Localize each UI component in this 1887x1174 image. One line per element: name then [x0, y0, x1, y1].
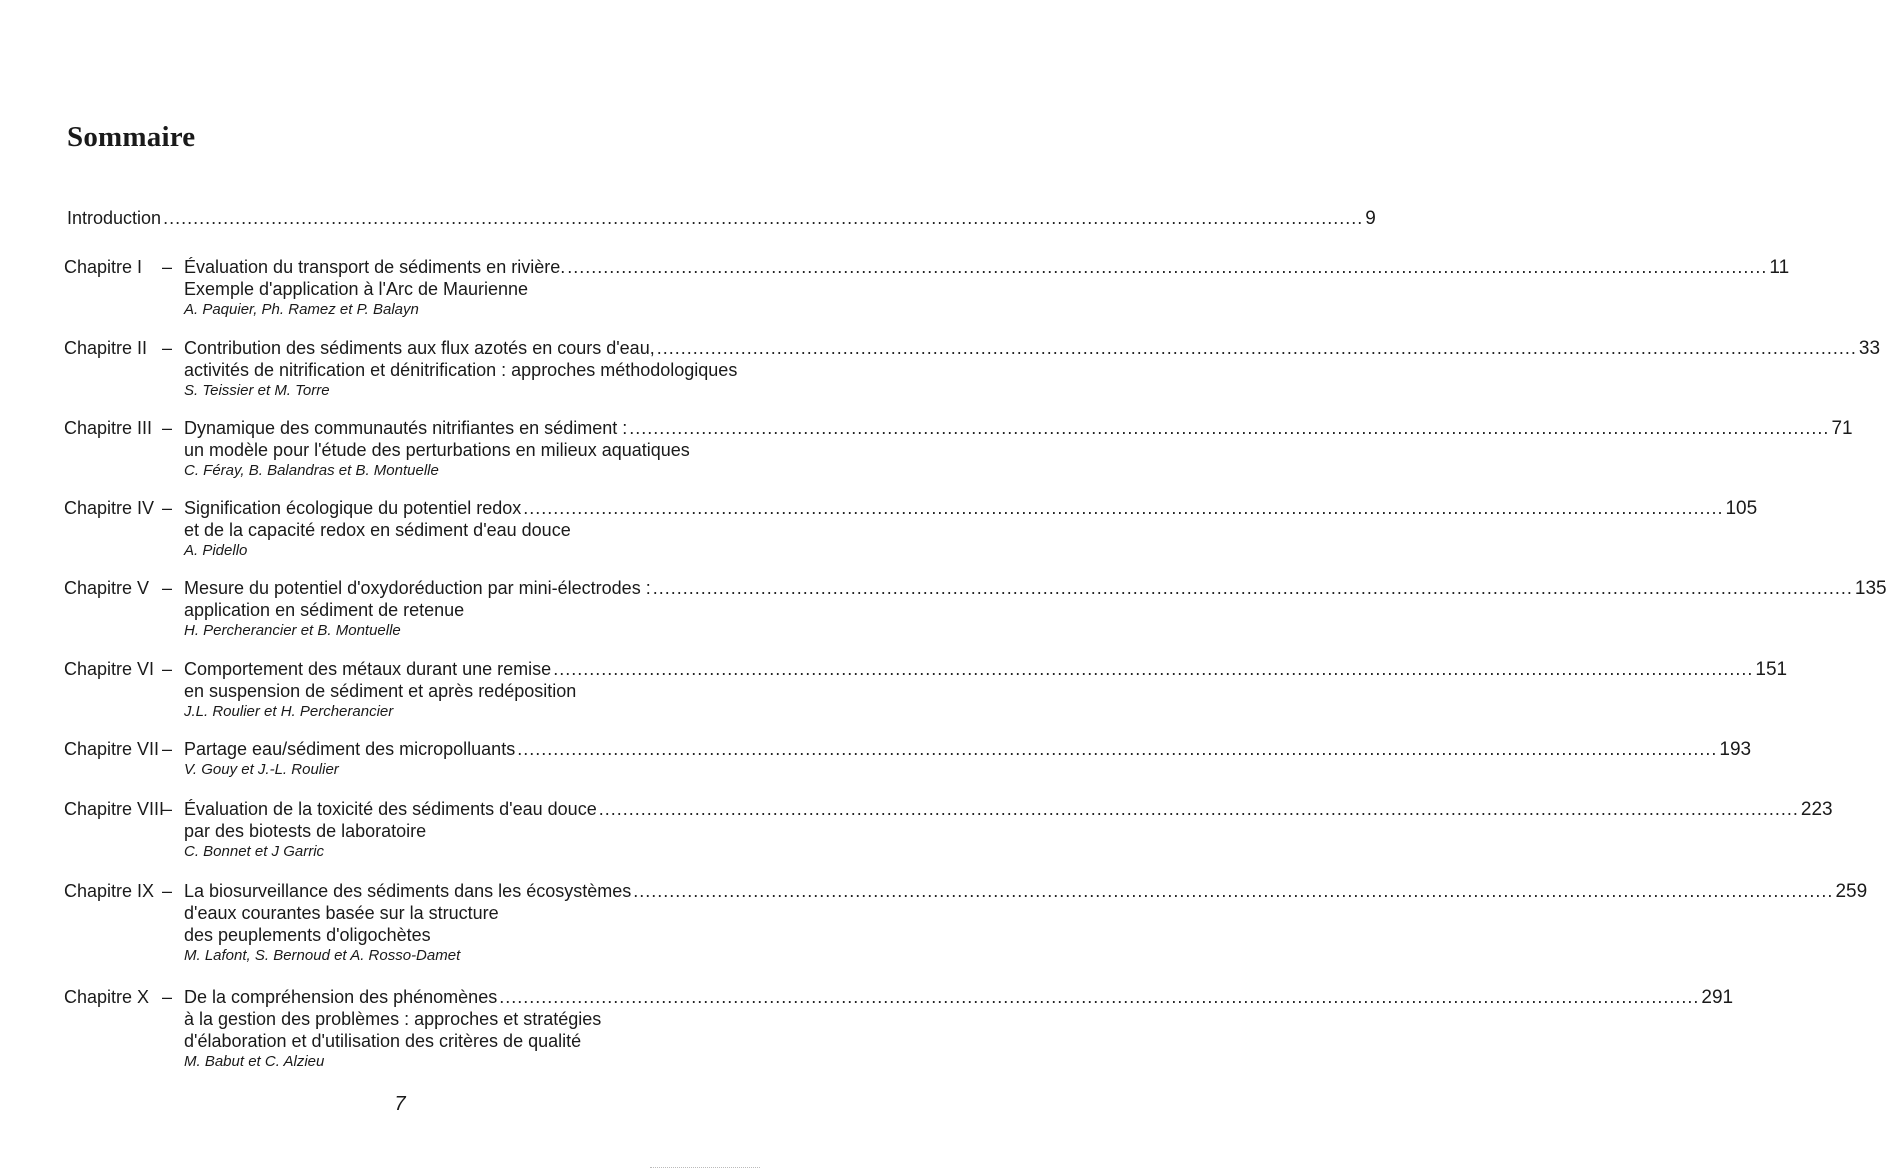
chapter-dash: –	[162, 799, 173, 819]
entry-title: Signification écologique du potentiel redox	[184, 498, 522, 518]
chapter-dash: –	[162, 987, 173, 1007]
chapter-authors: M. Babut et C. Alzieu	[184, 1053, 325, 1070]
leader-dots: ........................................................................................................................................................................................................	[517, 739, 1718, 759]
chapter-authors: J.L. Roulier et H. Percherancier	[184, 703, 394, 720]
chapter-title-continuation: et de la capacité redox en sédiment d'eau douce	[184, 520, 571, 540]
page-number: 193	[1719, 739, 1752, 760]
chapter-title-continuation: par des biotests de laboratoire	[184, 821, 427, 841]
chapter-dash: –	[162, 578, 173, 598]
chapter-title-continuation: un modèle pour l'étude des perturbations en milieux aquatiques	[184, 440, 690, 460]
chapter-label: Chapitre VI	[64, 659, 155, 679]
chapter-title-line[interactable]	[184, 256, 1790, 279]
entry-title: Partage eau/sédiment des micropolluants	[184, 739, 516, 759]
chapter-label: Chapitre VII	[64, 739, 160, 759]
chapter-label: Chapitre VIII	[64, 799, 165, 819]
leader-dots: ........................................................................................................................................................................................................	[553, 659, 1754, 679]
toc-entry-introduction[interactable]	[67, 207, 1376, 230]
page-number: 71	[1831, 418, 1853, 439]
entry-title: La biosurveillance des sédiments dans les écosystèmes	[184, 881, 632, 901]
chapter-dash: –	[162, 739, 173, 759]
chapter-title-continuation: des peuplements d'oligochètes	[184, 925, 431, 945]
chapter-authors: C. Bonnet et J Garric	[184, 843, 325, 860]
folio-page-number: 7	[394, 1093, 406, 1115]
chapter-authors: C. Féray, B. Balandras et B. Montuelle	[184, 462, 439, 479]
page-number: 135	[1854, 578, 1887, 599]
chapter-label: Chapitre V	[64, 578, 150, 598]
entry-title: De la compréhension des phénomènes	[184, 987, 498, 1007]
leader-dots: ........................................................................................................................................................................................................	[656, 338, 1857, 358]
chapter-title-continuation: en suspension de sédiment et après redéposition	[184, 681, 577, 701]
chapter-dash: –	[162, 257, 173, 277]
chapter-authors: M. Lafont, S. Bernoud et A. Rosso-Damet	[184, 947, 461, 964]
chapter-title-line[interactable]	[184, 497, 1758, 520]
leader-dots: ........................................................................................................................................................................................................	[629, 418, 1830, 438]
chapter-dash: –	[162, 418, 173, 438]
page-number: 223	[1800, 799, 1833, 820]
chapter-authors: A. Paquier, Ph. Ramez et P. Balayn	[184, 301, 419, 318]
page-number: 11	[1769, 257, 1790, 278]
chapter-title-line[interactable]	[184, 658, 1788, 681]
leader-dots: ........................................................................................................................................................................................................	[163, 208, 1364, 228]
chapter-label: Chapitre IX	[64, 881, 155, 901]
chapter-title-line[interactable]	[184, 880, 1868, 903]
page-number: 33	[1858, 338, 1881, 359]
chapter-dash: –	[162, 498, 173, 518]
scan-edge-mark	[650, 1167, 760, 1168]
chapter-authors: V. Gouy et J.-L. Roulier	[184, 761, 339, 778]
chapter-dash: –	[162, 881, 173, 901]
chapter-title-continuation: à la gestion des problèmes : approches et stratégies	[184, 1009, 602, 1029]
entry-title: Mesure du potentiel d'oxydoréduction par mini-électrodes :	[184, 578, 651, 598]
leader-dots: ........................................................................................................................................................................................................	[633, 881, 1834, 901]
chapter-title-line[interactable]	[184, 798, 1833, 821]
chapter-title-line[interactable]	[184, 417, 1853, 440]
chapter-label: Chapitre III	[64, 418, 153, 438]
leader-dots: ........................................................................................................................................................................................................	[598, 799, 1799, 819]
leader-dots: ........................................................................................................................................................................................................	[499, 987, 1700, 1007]
chapter-dash: –	[162, 338, 173, 358]
page-number: 259	[1835, 881, 1868, 902]
chapter-label: Chapitre I	[64, 257, 143, 277]
chapter-label: Chapitre IV	[64, 498, 155, 518]
chapter-title-line[interactable]	[184, 577, 1887, 600]
leader-dots: ........................................................................................................................................................................................................	[652, 578, 1853, 598]
entry-title: Évaluation du transport de sédiments en rivière.	[184, 257, 566, 277]
entry-title: Contribution des sédiments aux flux azotés en cours d'eau,	[184, 338, 655, 358]
chapter-title-continuation: activités de nitrification et dénitrification : approches méthodologiques	[184, 360, 738, 380]
chapter-title-line[interactable]	[184, 738, 1752, 761]
chapter-label: Chapitre II	[64, 338, 148, 358]
chapter-title-continuation: d'eaux courantes basée sur la structure	[184, 903, 499, 923]
entry-title: Introduction	[67, 208, 162, 228]
chapter-title-continuation: Exemple d'application à l'Arc de Maurienne	[184, 279, 529, 299]
chapter-title-line[interactable]	[184, 986, 1734, 1009]
entry-title: Évaluation de la toxicité des sédiments d'eau douce	[184, 799, 597, 819]
page-number: 151	[1755, 659, 1788, 680]
chapter-authors: H. Percherancier et B. Montuelle	[184, 622, 401, 639]
chapter-dash: –	[162, 659, 173, 679]
page-number: 9	[1365, 208, 1376, 229]
leader-dots: ........................................................................................................................................................................................................	[523, 498, 1724, 518]
chapter-authors: A. Pidello	[184, 542, 248, 559]
page-number: 105	[1725, 498, 1758, 519]
chapter-label: Chapitre X	[64, 987, 150, 1007]
chapter-title-continuation: d'élaboration et d'utilisation des critères de qualité	[184, 1031, 582, 1051]
chapter-title-continuation: application en sédiment de retenue	[184, 600, 465, 620]
chapter-authors: S. Teissier et M. Torre	[184, 382, 330, 399]
page-number: 291	[1701, 987, 1734, 1008]
leader-dots: ........................................................................................................................................................................................................	[567, 257, 1768, 277]
chapter-title-line[interactable]	[184, 337, 1881, 360]
entry-title: Dynamique des communautés nitrifiantes en sédiment :	[184, 418, 628, 438]
page-title: Sommaire	[67, 121, 196, 153]
entry-title: Comportement des métaux durant une remise	[184, 659, 552, 679]
